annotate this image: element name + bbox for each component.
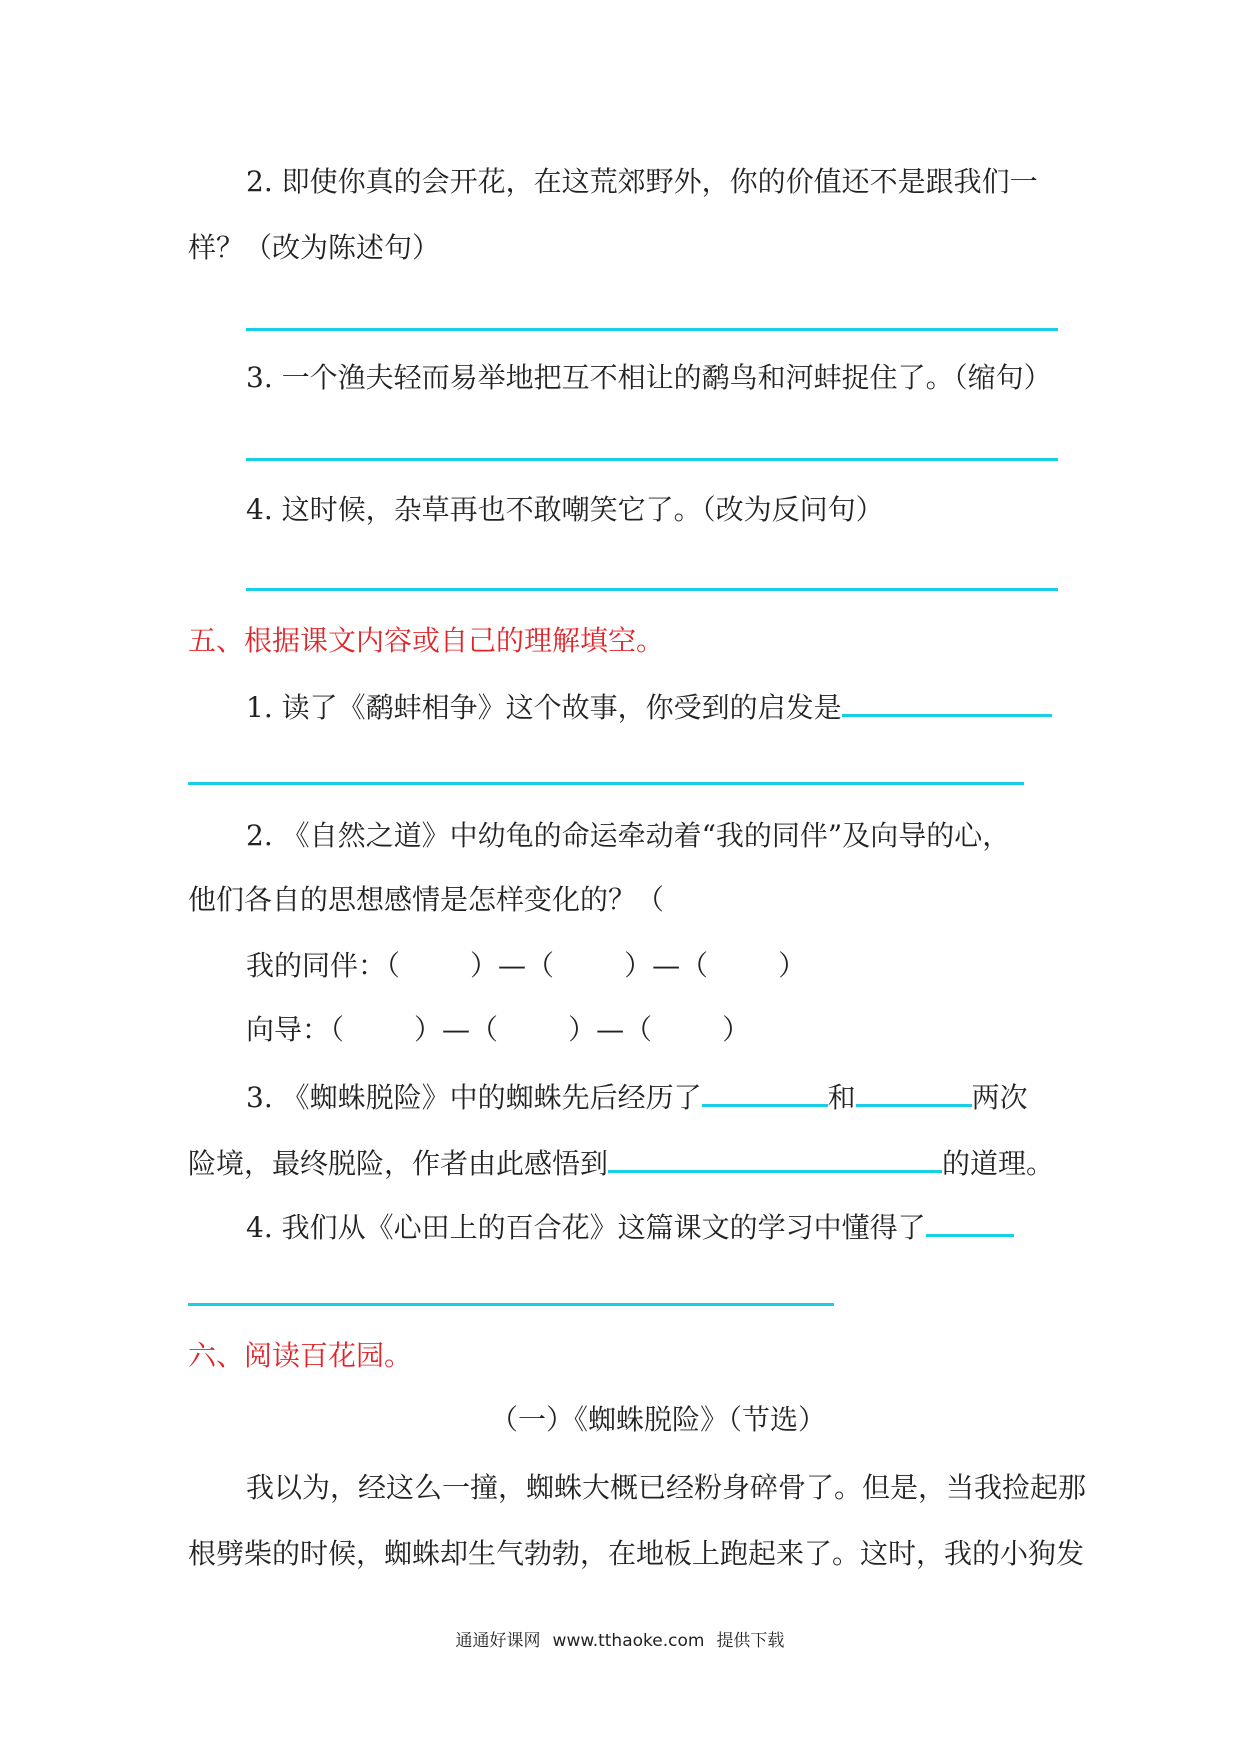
q5-4-text: [246, 1208, 1014, 1246]
q5-4-answer-line[interactable]: [188, 1303, 834, 1306]
q5-4-prompt: 4. 我们从《心田上的百合花》这篇课文的学习中懂得了: [246, 1211, 926, 1244]
paren-open: （: [386, 949, 401, 982]
q5-3-blank-3[interactable]: [608, 1144, 942, 1173]
section6-heading: 六、阅读百花园。: [188, 1339, 413, 1372]
q5-4-blank[interactable]: [926, 1208, 1014, 1237]
q5-3-text-line1: [246, 1078, 1028, 1116]
q4-4-text: 4. 这时候，杂草再也不敢嘲笑它了。（改为反问句）: [246, 493, 884, 526]
dash: —: [442, 1013, 471, 1046]
paren-open: （: [680, 949, 709, 982]
q4-4-answer-line[interactable]: [246, 588, 1058, 591]
paren-open: （: [470, 1013, 499, 1046]
paren-close: ）: [470, 949, 499, 982]
q5-3-text-line2: [188, 1144, 1054, 1182]
q4-3-answer-line[interactable]: [246, 458, 1058, 461]
q5-3-blank-2[interactable]: [856, 1078, 972, 1107]
paren-close: ）: [778, 949, 807, 982]
q5-1-prompt: 1. 读了《鹬蚌相争》这个故事，你受到的启发是: [246, 691, 842, 724]
paren-open: （: [330, 1013, 345, 1046]
q5-3-line2-prefix: 险境，最终脱险，作者由此感悟到: [188, 1147, 609, 1180]
q5-3-prompt: 3. 《蜘蛛脱险》中的蜘蛛先后经历了: [246, 1081, 702, 1114]
paren-close: ）: [414, 1013, 443, 1046]
paren-open: （: [526, 949, 555, 982]
passage-line1: 我以为，经这么一撞，蜘蛛大概已经粉身碎骨了。但是，当我捡起那: [246, 1471, 1087, 1504]
q5-2-text-line2: 他们各自的思想感情是怎样变化的？（: [188, 883, 665, 916]
q5-3-blank-1[interactable]: [702, 1078, 828, 1107]
q5-1-answer-line[interactable]: [188, 782, 1024, 785]
dash: —: [596, 1013, 625, 1046]
q5-2-companion-row: [246, 948, 806, 984]
q4-2-text-line2: 样？（改为陈述句）: [188, 231, 441, 264]
footer-url[interactable]: www.tthaoke.com: [552, 1631, 705, 1651]
q5-3-suffix: 两次: [971, 1081, 1028, 1114]
dash: —: [652, 949, 681, 982]
q5-2-guide-row: [246, 1012, 750, 1048]
page-footer: [0, 1626, 1240, 1651]
companion-label: 我的同伴：: [246, 949, 387, 982]
passage-title: （一）《蜘蛛脱险》（节选）: [490, 1403, 827, 1436]
paren-close: ）: [722, 1013, 751, 1046]
q4-2-answer-line[interactable]: [246, 328, 1058, 331]
footer-site-name: 通通好课网: [455, 1631, 541, 1651]
guide-label: 向导：: [246, 1013, 331, 1046]
section5-heading: 五、根据课文内容或自己的理解填空。: [188, 624, 665, 657]
q4-2-text-line1: 2. 即使你真的会开花，在这荒郊野外，你的价值还不是跟我们一: [246, 165, 1038, 198]
passage-line2: 根劈柴的时候，蜘蛛却生气勃勃，在地板上跑起来了。这时，我的小狗发: [188, 1537, 1085, 1570]
q5-1-text: [246, 688, 1052, 726]
footer-download: 提供下载: [716, 1631, 785, 1651]
paren-close: ）: [568, 1013, 597, 1046]
q4-3-text: 3. 一个渔夫轻而易举地把互不相让的鹬鸟和河蚌捉住了。（缩句）: [246, 361, 1052, 394]
paren-open: （: [624, 1013, 653, 1046]
q5-3-line2-suffix: 的道理。: [942, 1147, 1055, 1180]
q5-2-text-line1: 2. 《自然之道》中幼龟的命运牵动着“我的同伴”及向导的心，: [246, 819, 1011, 852]
q5-1-blank[interactable]: [842, 688, 1052, 717]
q5-3-and: 和: [827, 1081, 856, 1114]
paren-close: ）: [624, 949, 653, 982]
dash: —: [498, 949, 527, 982]
